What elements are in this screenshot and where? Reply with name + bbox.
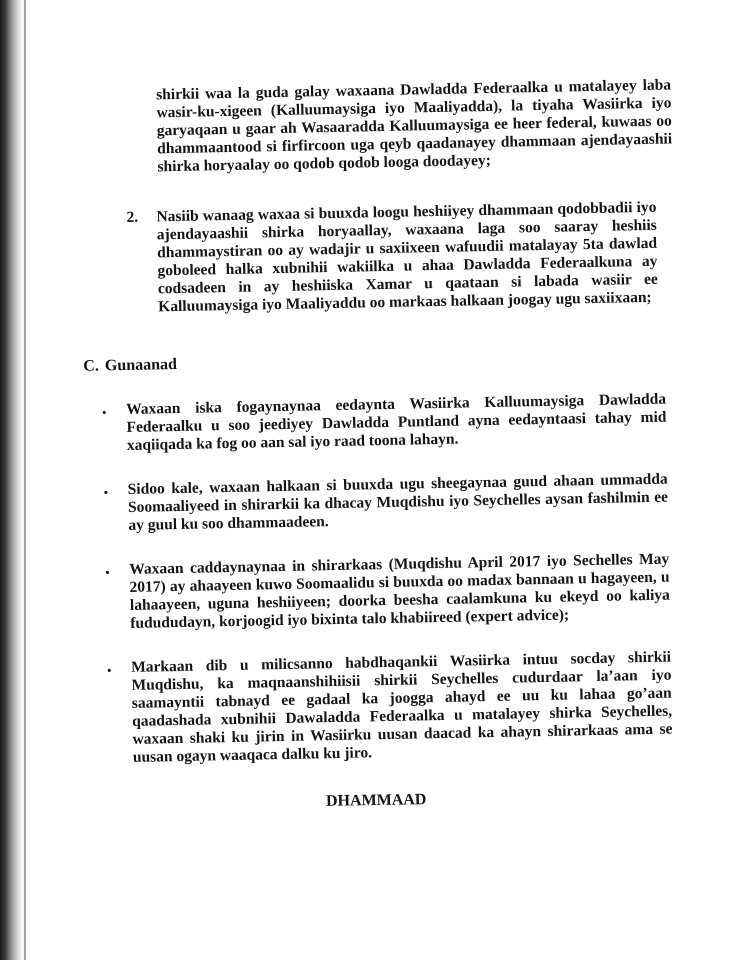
item-number: 2. xyxy=(126,208,139,226)
bullet-dot: • xyxy=(107,663,112,678)
bullet-dot: • xyxy=(105,565,110,580)
item-text: Nasiib wanaag waxaa si buuxda loogu heshiiyey dhammaan qodobbadii iyo ajendayaashii shirka horyaallay, waxaana laga soo saaray heshiis dhammaystiran oo ay wadajir u saxiixeen wafuudii matalayay 5ta dawlad goboleed halka xubnihii wakiilka u ahaa Dawladda Federaalkuna ay codsadeen in ay heshiiska Xamar u qaataan si labada wasiir ee Kalluumaysiga iyo Maaliyaddu oo markaas halkaan joogay ugu saxiixaan; xyxy=(156,198,658,316)
bullet-item xyxy=(107,648,703,767)
bullet-item xyxy=(102,390,697,455)
scan-binding-edge xyxy=(0,0,22,960)
bullet-text: Waxaan iska fogaynaynaa eedaynta Wasiirka Kalluumaysiga Dawladda Federaalku u soo jeediyey Dawladda Puntland ayna eedayntaasi tahay mid xaqiiqada ka fog oo aan sal iyo raad toona lahayn. xyxy=(126,390,667,454)
bullet-text: Sidoo kale, waxaan halkaan si buuxda ugu sheegaynaa guud ahaan ummadda Soomaaliyeed in shirarkii ka dhacay Muqdishu iyo Seychelles aysan fashilmin ee ay guul ku soo dhammaadeen. xyxy=(127,470,669,534)
bullet-dot: • xyxy=(102,405,107,420)
paragraph-continuation: shirkii waa la guda galay waxaana Dawladda Federaalka u matalayey laba wasir-ku-xigeen (Kalluumaysiga iyo Maaliyadda), la tiyaha Wasiirka iyo garyaqaan u gaar ah Wasaaradda Kalluumaysiga ee heer federal, kuwaas oo dhammaantood si firfircoon uga qeyb qaadanayey dhammaan ajendayaashii shirka horyaalay oo qodob qodob looga doodayey; xyxy=(155,76,673,176)
bullet-dot: • xyxy=(103,485,109,500)
document-body xyxy=(70,76,703,768)
bullet-item xyxy=(104,470,699,535)
section-title: Gunaanad xyxy=(104,355,178,375)
bullet-item xyxy=(105,550,700,633)
section-letter: C. xyxy=(83,357,100,375)
bullet-text: Waxaan caddaynaynaa in shirarkaas (Muqdishu April 2017 iyo Sechelles May 2017) ay ahaayeen kuwo Soomaalidu si buuxda oo madax bannaan u hagayeen, u lahaayeen, uguna heshiiyeen; doorka beesha caalamkuna ku ekeyd oo kaliya fudududayn, korjoogid iyo bixinta talo khabiireed (expert advice); xyxy=(129,550,671,632)
scan-binding-line xyxy=(24,0,26,960)
numbered-item-2 xyxy=(126,198,694,317)
closing-word: DHAMMAAD xyxy=(325,791,427,810)
bullet-text: Markaan dib u milicsanno habdhaqankii Wasiirka intuu socday shirkii Muqdishu, ka maqnaanshihiisii shirkii Seychelles cudurdaar la’aan iyo saamayntii tabnayd ee gadaal ka joogga ahayd ee uu ku lahaa go’aan qaadashada xubnihii Dawaladda Federaalka u matalayey shirka Seychelles, waxaan shaki ku jirin in Wasiirku uusan daacad ka ahayn shirarkaas ama se uusan ogayn waaqaca dalku ku jiro. xyxy=(130,648,673,766)
section-heading xyxy=(83,346,695,376)
